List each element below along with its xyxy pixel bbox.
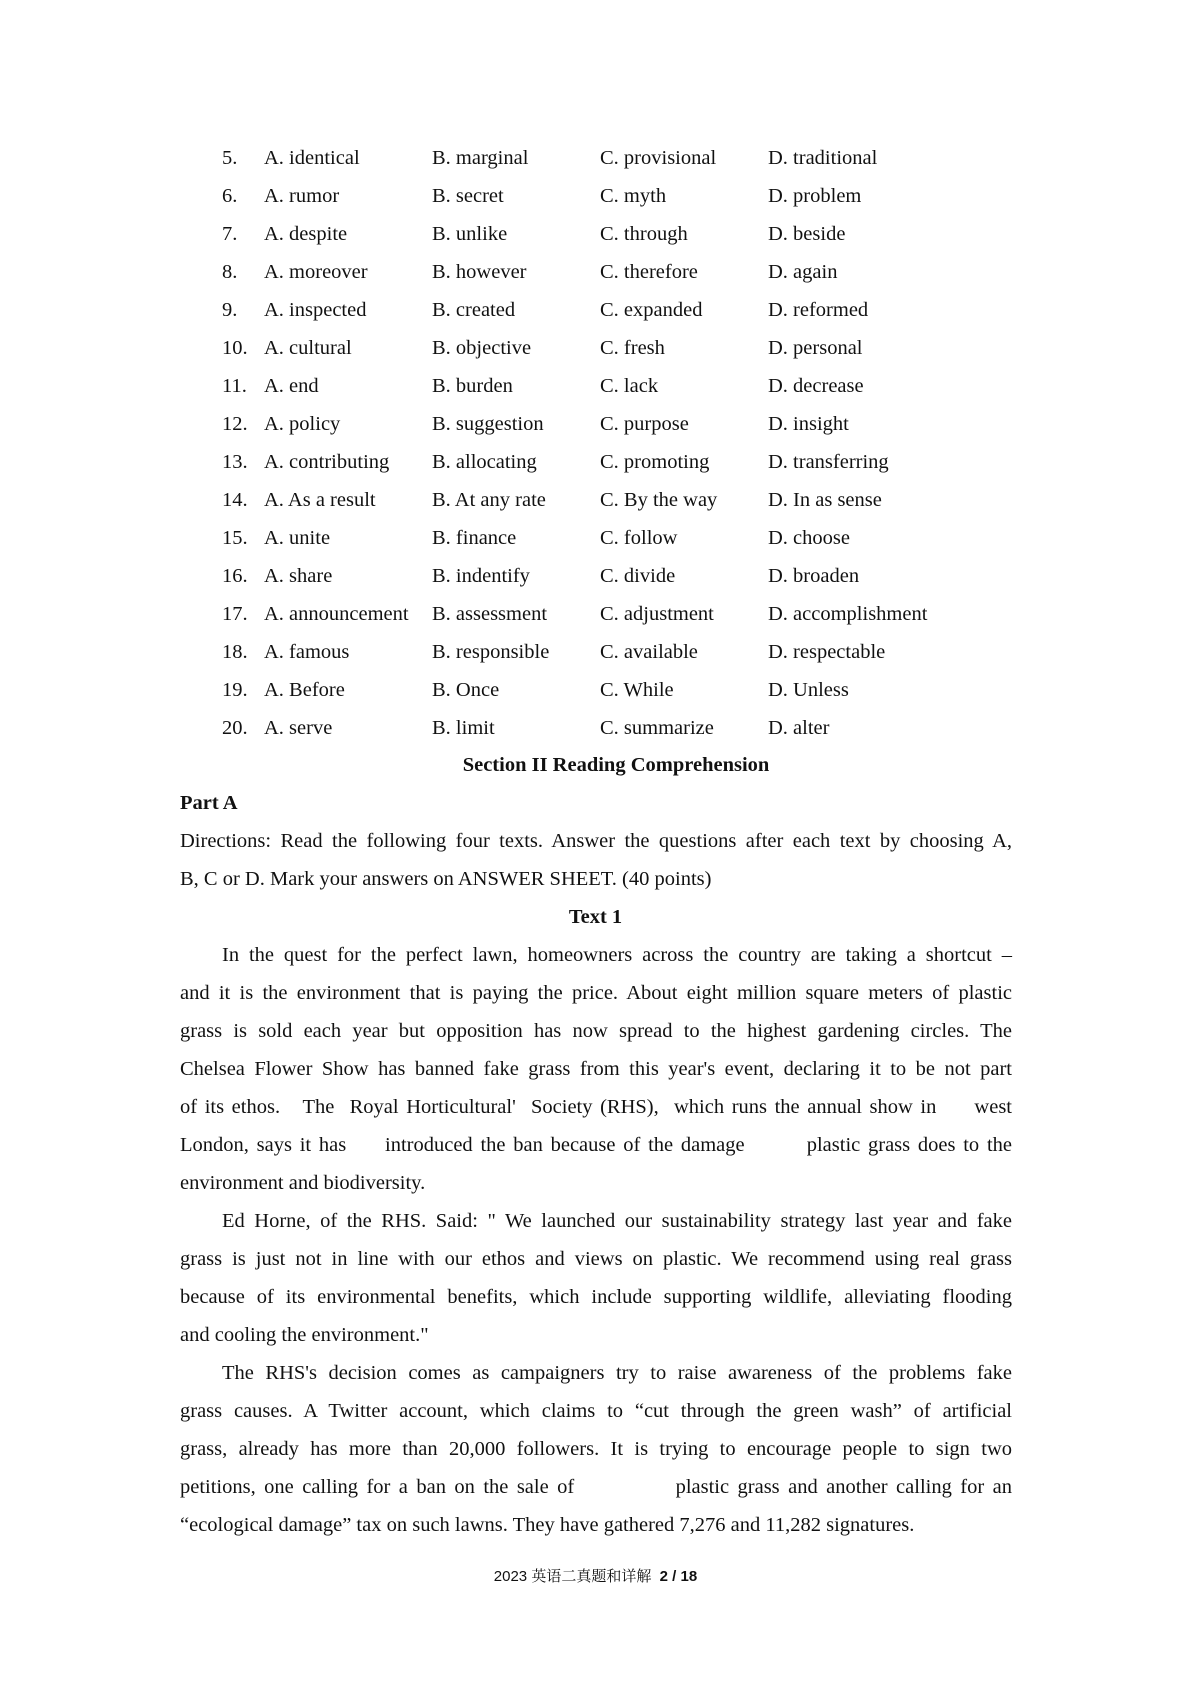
option-c: C. By the way [600, 489, 718, 511]
option-c: C. summarize [600, 717, 714, 739]
option-d: D. reformed [768, 299, 869, 321]
option-a: A. end [264, 375, 319, 397]
paragraph-line: grass is sold each year but opposition has now spread to the highest gardening circles. The [180, 1020, 1012, 1042]
option-b: B. unlike [432, 223, 508, 245]
option-a: A. moreover [264, 261, 368, 283]
option-b: B. At any rate [432, 489, 546, 511]
part-title: Part A [180, 792, 238, 814]
option-b: B. limit [432, 717, 495, 739]
option-a: A. famous [264, 641, 350, 663]
paragraph-line: because of its environmental benefits, which include supporting wildlife, alleviating flooding [180, 1286, 1012, 1308]
option-c: C. divide [600, 565, 676, 587]
paragraph-line: and cooling the environment." [180, 1324, 429, 1346]
option-a: A. Before [264, 679, 345, 701]
option-d: D. traditional [768, 147, 878, 169]
option-a: A. rumor [264, 185, 340, 207]
option-c: C. promoting [600, 451, 710, 473]
paragraph-line: grass, already has more than 20,000 followers. It is trying to encourage people to sign two [180, 1438, 1012, 1460]
paragraph-line: London, says it has introduced the ban because of the damage plastic grass does to the [180, 1134, 1012, 1156]
option-c: C. provisional [600, 147, 717, 169]
question-number: 20. [222, 717, 248, 739]
option-d: D. alter [768, 717, 830, 739]
option-b: B. secret [432, 185, 504, 207]
option-a: A. cultural [264, 337, 352, 359]
option-d: D. beside [768, 223, 846, 245]
option-c: C. lack [600, 375, 659, 397]
page-footer [0, 1566, 1191, 1588]
paragraph-line: of its ethos. The Royal Horticultural' Society (RHS), which runs the annual show in west [180, 1096, 1012, 1118]
option-b: B. allocating [432, 451, 537, 473]
question-number: 15. [222, 527, 248, 549]
option-a: A. identical [264, 147, 360, 169]
option-b: B. created [432, 299, 516, 321]
option-c: C. through [600, 223, 688, 245]
paragraph-3 [180, 1354, 1012, 1544]
option-c: C. While [600, 679, 674, 701]
question-number: 8. [222, 261, 238, 283]
option-b: B. indentify [432, 565, 530, 587]
option-d: D. Unless [768, 679, 849, 701]
option-b: B. burden [432, 375, 513, 397]
option-b: B. Once [432, 679, 500, 701]
option-a: A. policy [264, 413, 341, 435]
question-number: 16. [222, 565, 248, 587]
option-c: C. purpose [600, 413, 689, 435]
option-b: B. assessment [432, 603, 548, 625]
option-b: B. objective [432, 337, 532, 359]
question-number: 12. [222, 413, 248, 435]
option-a: A. As a result [264, 489, 376, 511]
question-number: 7. [222, 223, 238, 245]
question-number: 9. [222, 299, 238, 321]
option-b: B. suggestion [432, 413, 544, 435]
option-d: D. choose [768, 527, 850, 549]
option-c: C. follow [600, 527, 678, 549]
question-number: 5. [222, 147, 238, 169]
text-title: Text 1 [568, 906, 623, 928]
option-a: A. unite [264, 527, 331, 549]
paragraph-line: and it is the environment that is paying the price. About eight million square meters of plastic [180, 982, 1012, 1004]
text-1-body [180, 936, 1012, 1544]
paragraph-line: “ecological damage” tax on such lawns. They have gathered 7,276 and 11,282 signatures. [180, 1514, 915, 1536]
option-d: D. personal [768, 337, 863, 359]
question-number: 17. [222, 603, 248, 625]
paragraph-line: petitions, one calling for a ban on the sale of plastic grass and another calling for an [180, 1476, 1012, 1498]
option-d: D. again [768, 261, 838, 283]
option-c: C. expanded [600, 299, 703, 321]
option-a: A. announcement [264, 603, 409, 625]
option-c: C. available [600, 641, 698, 663]
directions-line: Directions: Read the following four texts. Answer the questions after each text by choosing A, [180, 830, 1012, 852]
option-d: D. transferring [768, 451, 889, 473]
option-b: B. responsible [432, 641, 550, 663]
directions [180, 822, 1012, 898]
option-d: D. problem [768, 185, 862, 207]
option-b: B. finance [432, 527, 517, 549]
question-number: 6. [222, 185, 238, 207]
footer-title: 2023 英语二真题和详解 [493, 1568, 652, 1585]
paragraph-line: grass is just not in line with our ethos and views on plastic. We recommend using real grass [180, 1248, 1012, 1270]
option-b: B. marginal [432, 147, 529, 169]
question-number: 19. [222, 679, 248, 701]
option-a: A. despite [264, 223, 348, 245]
section-title: Section II Reading Comprehension [462, 754, 770, 776]
question-number: 11. [222, 375, 247, 397]
directions-line: B, C or D. Mark your answers on ANSWER SHEET. (40 points) [180, 868, 712, 890]
option-a: A. inspected [264, 299, 367, 321]
question-number: 18. [222, 641, 248, 663]
option-c: C. myth [600, 185, 667, 207]
question-number: 10. [222, 337, 248, 359]
option-d: D. In as sense [768, 489, 882, 511]
page-number: 2 / 18 [659, 1568, 698, 1585]
option-d: D. broaden [768, 565, 860, 587]
option-c: C. adjustment [600, 603, 714, 625]
paragraph-line: Ed Horne, of the RHS. Said: " We launched our sustainability strategy last year and fake [222, 1210, 1012, 1232]
option-a: A. share [264, 565, 333, 587]
paragraph-line: In the quest for the perfect lawn, homeowners across the country are taking a shortcut – [222, 944, 1012, 966]
option-b: B. however [432, 261, 527, 283]
option-d: D. decrease [768, 375, 864, 397]
paragraph-line: Chelsea Flower Show has banned fake grass from this year's event, declaring it to be not part [180, 1058, 1012, 1080]
paragraph-line: grass causes. A Twitter account, which claims to “cut through the green wash” of artificial [180, 1400, 1012, 1422]
paragraph-line: environment and biodiversity. [180, 1172, 426, 1194]
paragraph-2 [180, 1202, 1012, 1354]
option-a: A. serve [264, 717, 333, 739]
option-a: A. contributing [264, 451, 390, 473]
option-c: C. therefore [600, 261, 698, 283]
option-d: D. accomplishment [768, 603, 928, 625]
paragraph-line: The RHS's decision comes as campaigners try to raise awareness of the problems fake [222, 1362, 1012, 1384]
option-d: D. insight [768, 413, 849, 435]
question-number: 13. [222, 451, 248, 473]
option-c: C. fresh [600, 337, 665, 359]
option-d: D. respectable [768, 641, 886, 663]
paragraph-1 [180, 936, 1012, 1202]
question-number: 14. [222, 489, 248, 511]
